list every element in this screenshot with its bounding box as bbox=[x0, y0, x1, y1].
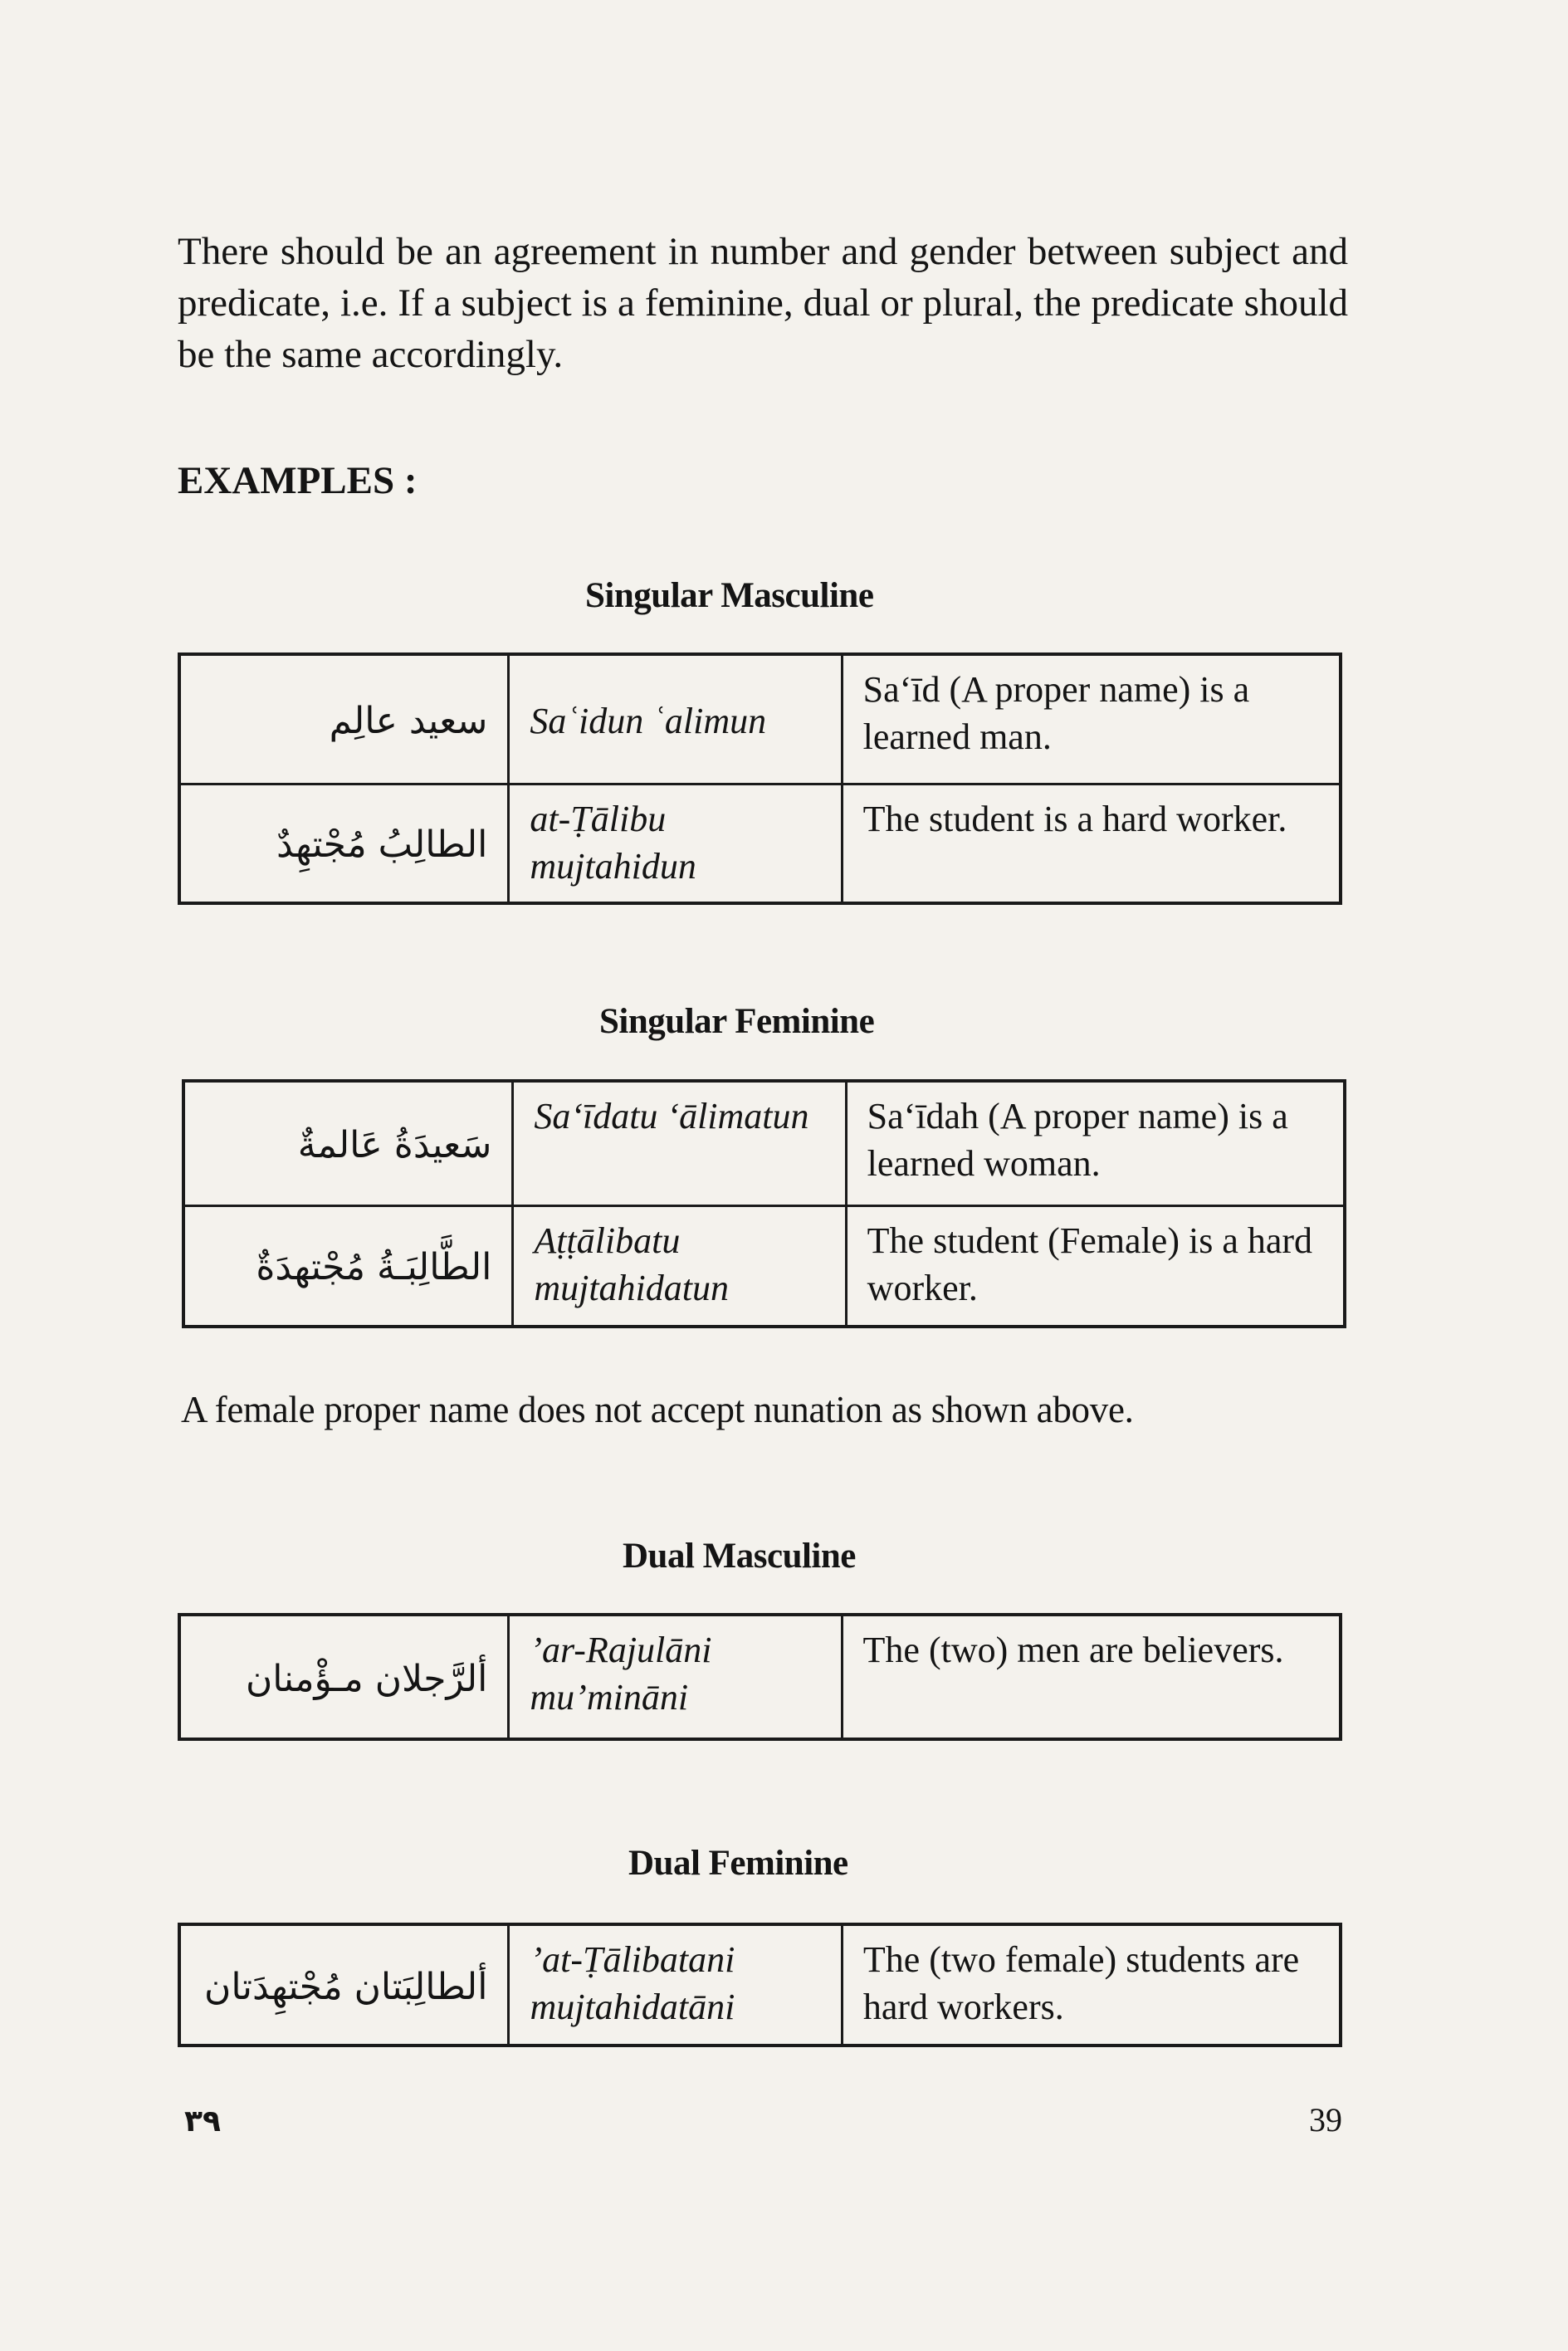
table-row bbox=[179, 1924, 1341, 2046]
table-row bbox=[183, 1081, 1345, 1205]
table-dual-feminine bbox=[178, 1923, 1342, 2047]
table-singular-masculine bbox=[178, 653, 1342, 905]
page-number: 39 bbox=[1309, 2101, 1342, 2138]
arabic-cell: سَعيدَةُ عَالمةٌ bbox=[183, 1081, 513, 1205]
intro-paragraph: There should be an agreement in number and gender between subject and predicate, i.e. If a subject is a feminine, dual or plural, the predicate should be the same accordingly. bbox=[178, 230, 1348, 376]
section-heading-dual-masculine: Dual Masculine bbox=[623, 1537, 856, 1576]
table-row bbox=[179, 1615, 1341, 1739]
arabic-cell: ألطالِبَتان مُجْتهِدَتان bbox=[179, 1924, 509, 2046]
transliteration-cell: ’ar-Rajulāni mu’mināni bbox=[509, 1615, 842, 1739]
english-cell: The student is a hard worker. bbox=[842, 784, 1341, 903]
english-cell: The student (Female) is a hard worker. bbox=[846, 1205, 1345, 1327]
examples-label: EXAMPLES : bbox=[178, 459, 418, 502]
transliteration-cell: ’at-Ṭālibatani mujtahidatāni bbox=[509, 1924, 842, 2046]
transliteration-cell: Saʿidun ʿalimun bbox=[509, 654, 842, 784]
table-row bbox=[179, 784, 1341, 903]
nunation-note: A female proper name does not accept nunation as shown above. bbox=[181, 1389, 1134, 1430]
english-cell: Sa‘īd (A proper name) is a learned man. bbox=[842, 654, 1341, 784]
arabic-cell: الطالِبُ مُجْتهِدٌ bbox=[179, 784, 509, 903]
english-cell: Sa‘īdah (A proper name) is a learned woman. bbox=[846, 1081, 1345, 1205]
transliteration-cell: Sa‘īdatu ‘ālimatun bbox=[513, 1081, 846, 1205]
table-row bbox=[183, 1205, 1345, 1327]
page-number-arabic: ٣٩ bbox=[184, 2104, 221, 2138]
table-singular-feminine bbox=[182, 1079, 1346, 1328]
arabic-cell: الطَّالِبَـةُ مُجْتهدَةٌ bbox=[183, 1205, 513, 1327]
arabic-cell: ألرَّجلان مـؤْمنان bbox=[179, 1615, 509, 1739]
table-dual-masculine bbox=[178, 1613, 1342, 1741]
table-row bbox=[179, 654, 1341, 784]
section-heading-dual-feminine: Dual Feminine bbox=[628, 1844, 848, 1883]
transliteration-cell: at-Ṭālibu mujtahidun bbox=[509, 784, 842, 903]
section-heading-singular-masculine: Singular Masculine bbox=[585, 576, 874, 615]
transliteration-cell: Aṭṭālibatu mujtahidatun bbox=[513, 1205, 846, 1327]
english-cell: The (two) men are believers. bbox=[842, 1615, 1341, 1739]
english-cell: The (two female) students are hard workers. bbox=[842, 1924, 1341, 2046]
arabic-cell: سعيد عالِم bbox=[179, 654, 509, 784]
section-heading-singular-feminine: Singular Feminine bbox=[599, 1002, 875, 1041]
